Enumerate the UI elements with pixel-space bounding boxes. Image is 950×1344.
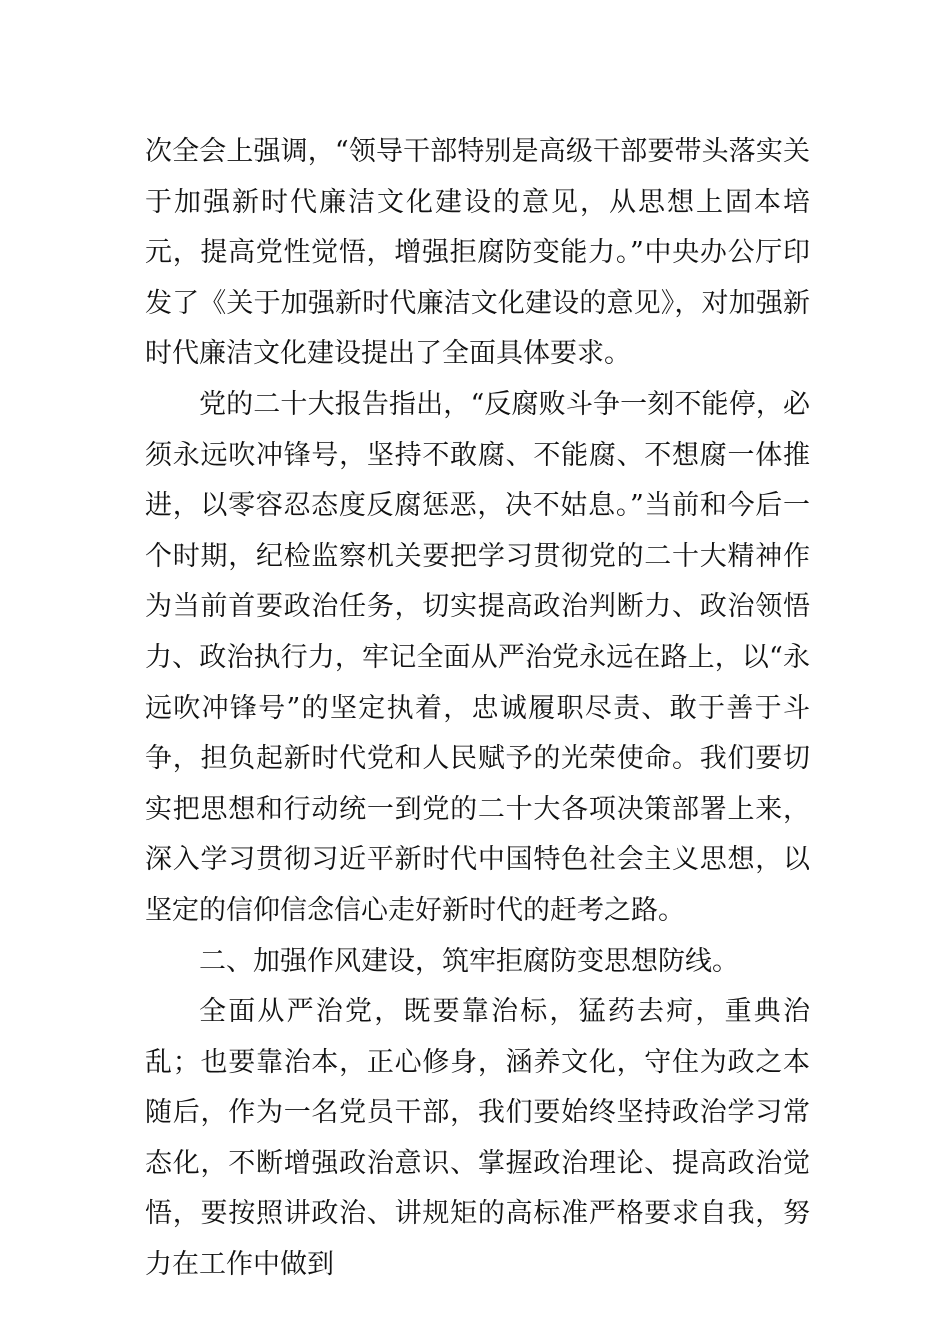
- document-body: [145, 127, 810, 1291]
- paragraph-2: 党的二十大报告指出，“反腐败斗争一刻不能停，必须永远吹冲锋号，坚持不敢腐、不能腐、不想腐一体推进，以零容忍态度反腐惩恶，决不姑息。”当前和今后一个时期，纪检监察机关要把学习贯彻党的二十大精神作为当前首要政治任务，切实提高政治判断力、政治领悟力、政治执行力，牢记全面从严治党永远在路上，以“永远吹冲锋号”的坚定执着，忠诚履职尽责、敢于善于斗争，担负起新时代党和人民赋予的光荣使命。我们要切实把思想和行动统一到党的二十大各项决策部署上来，深入学习贯彻习近平新时代中国特色社会主义思想，以坚定的信仰信念信心走好新时代的赶考之路。: [145, 388, 810, 926]
- paragraph-3: 全面从严治党，既要靠治标，猛药去疴，重典治乱；也要靠治本，正心修身，涵养文化，守住为政之本随后，作为一名党员干部，我们要始终坚持政治学习常态化，不断增强政治意识、掌握政治理论、提高政治觉悟，要按照讲政治、讲规矩的高标准严格要求自我，努力在工作中做到: [145, 996, 810, 1281]
- paragraph-1: 次全会上强调，“领导干部特别是高级干部要带头落实关于加强新时代廉洁文化建设的意见，从思想上固本培元，提高党性觉悟，增强拒腐防变能力。”中央办公厅印发了《关于加强新时代廉洁文化建设的意见》，对加强新时代廉洁文化建设提出了全面具体要求。: [145, 136, 810, 370]
- section-heading: 二、加强作风建设，筑牢拒腐防变思想防线。: [199, 945, 739, 977]
